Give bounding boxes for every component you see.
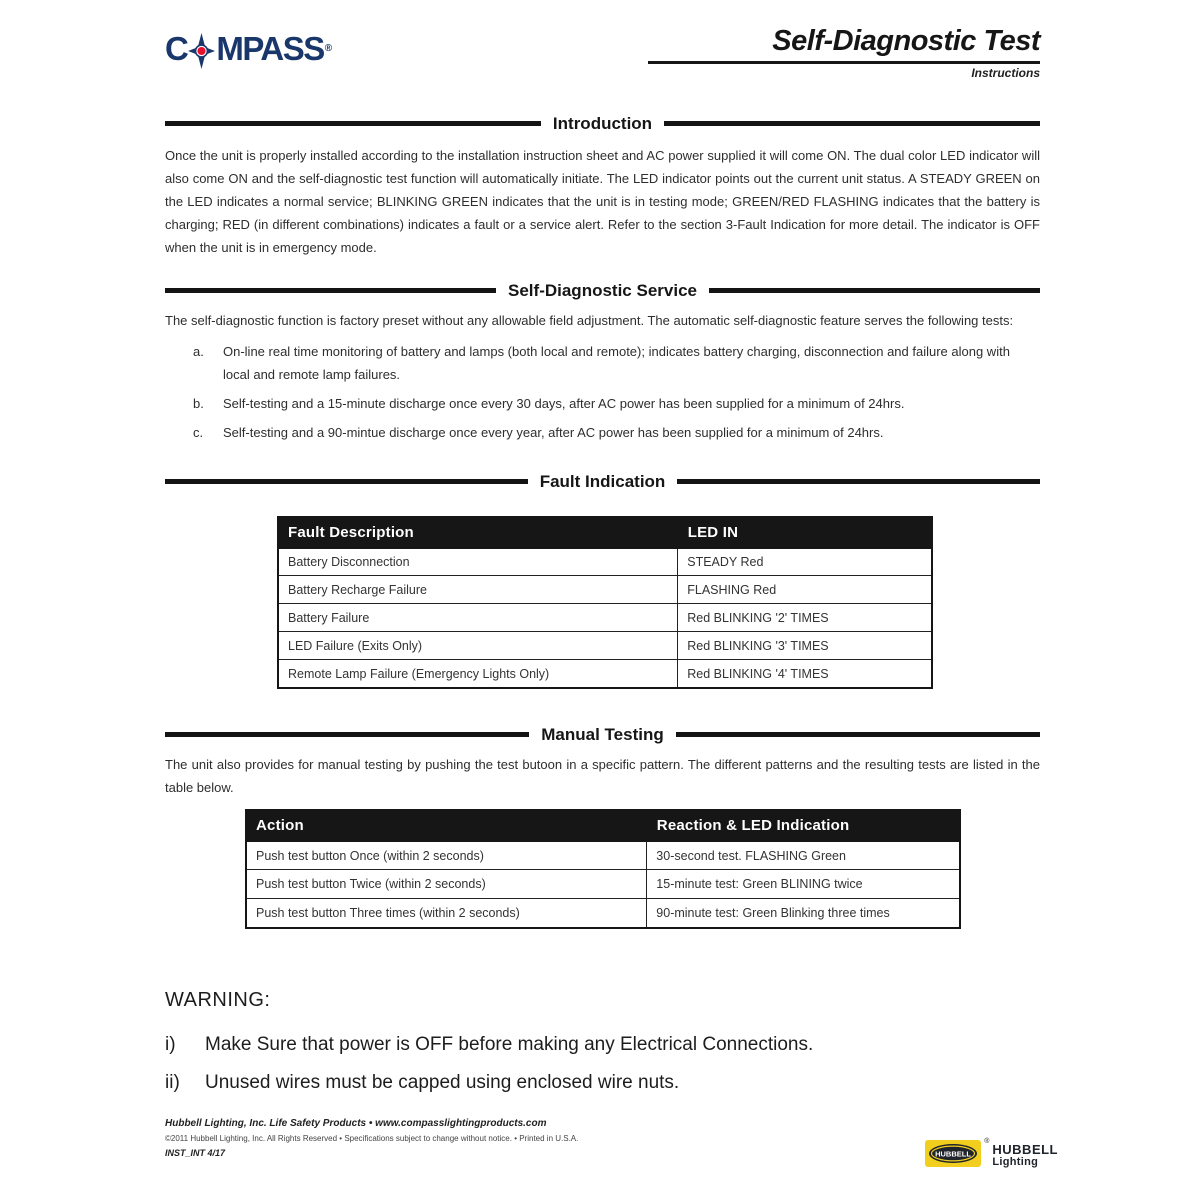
compass-rose-icon bbox=[188, 33, 215, 69]
manual-heading: Manual Testing bbox=[541, 724, 664, 744]
section-heading-introduction bbox=[165, 114, 1040, 134]
fault-indication-table bbox=[277, 516, 933, 689]
manual-testing-table bbox=[245, 809, 961, 929]
led-indication-cell: Red BLINKING '2' TIMES bbox=[678, 604, 932, 632]
table-row bbox=[246, 841, 960, 870]
list-marker: ii) bbox=[165, 1071, 180, 1093]
warning-item bbox=[165, 1026, 1040, 1064]
manual-paragraph: The unit also provides for manual testing by pushing the test butoon in a specific pattern. The different patterns and the resulting tests are listed in the table below. bbox=[165, 756, 1040, 795]
page-title: Self-Diagnostic Test bbox=[772, 25, 1040, 57]
introduction-paragraph: Once the unit is properly installed according to the installation instruction sheet and AC power supplied it will come ON. The dual color LED indicator will also come ON and the self-diagnostic test function will automatically initiate. The LED indicator points out the current unit status. A STEADY GREEN on the LED indicates a normal service; BLINKING GREEN indicates that the unit is in testing mode; GREEN/RED FLASHING indicates that the battery is charging; RED (in different combinations) indicates a fault or a service alert. Refer to the section 3-Fault Indication for more detail. The indicator is OFF when the unit is in emergency mode. bbox=[165, 147, 1040, 255]
table-row bbox=[278, 632, 932, 660]
warning-list bbox=[165, 1026, 1040, 1102]
table-row bbox=[278, 548, 932, 576]
table-row bbox=[278, 576, 932, 604]
heading-bar-left bbox=[165, 121, 541, 126]
list-marker: c. bbox=[193, 424, 204, 440]
page-subtitle: Instructions bbox=[971, 65, 1040, 80]
action-cell: Push test button Once (within 2 seconds) bbox=[246, 841, 647, 870]
registered-mark: ® bbox=[984, 1138, 990, 1145]
warning-item bbox=[165, 1064, 1040, 1102]
column-header: Fault Description bbox=[278, 517, 678, 548]
page-footer bbox=[165, 1118, 1058, 1168]
table-header-row bbox=[246, 810, 960, 841]
introduction-heading: Introduction bbox=[552, 113, 653, 133]
list-text: Self-testing and a 90-mintue discharge once every year, after AC power has been supplied for a minimum of 24hrs. bbox=[223, 424, 884, 440]
section-heading-manual bbox=[165, 725, 1040, 745]
table-row bbox=[278, 604, 932, 632]
footer-doc-number: INST_INT 4/17 bbox=[165, 1148, 226, 1158]
service-heading: Self-Diagnostic Service bbox=[508, 280, 697, 300]
list-text: On-line real time monitoring of battery and lamps (both local and remote); indicates battery charging, disconnection and failure along with local and remote lamp failures. bbox=[223, 343, 1010, 382]
list-marker: b. bbox=[193, 395, 204, 411]
page-header bbox=[165, 26, 1040, 80]
fault-description-cell: Battery Failure bbox=[278, 604, 678, 632]
table-row bbox=[278, 660, 932, 688]
warning-section bbox=[165, 989, 1040, 1102]
compass-logo bbox=[165, 32, 332, 65]
hubbell-oval-icon bbox=[928, 1143, 978, 1164]
led-indication-cell: FLASHING Red bbox=[678, 576, 932, 604]
heading-bar-right bbox=[664, 121, 1040, 126]
action-cell: Push test button Twice (within 2 seconds) bbox=[246, 870, 647, 899]
fault-description-cell: LED Failure (Exits Only) bbox=[278, 632, 678, 660]
list-item bbox=[193, 340, 1040, 386]
list-marker: i) bbox=[165, 1033, 176, 1055]
column-header: LED IN bbox=[678, 517, 932, 548]
title-block bbox=[648, 26, 1040, 80]
hubbell-wordmark bbox=[992, 1143, 1058, 1168]
column-header: Action bbox=[246, 810, 647, 841]
list-marker: a. bbox=[193, 343, 204, 359]
hubbell-lighting-label: Lighting bbox=[992, 1156, 1039, 1168]
heading-bar-right bbox=[676, 732, 1040, 737]
list-item bbox=[193, 421, 1040, 444]
reaction-cell: 15-minute test: Green BLINING twice bbox=[647, 870, 960, 899]
table-row bbox=[246, 899, 960, 928]
heading-bar-left bbox=[165, 288, 496, 293]
service-paragraph: The self-diagnostic function is factory preset without any allowable field adjustment. The automatic self-diagnostic feature serves the following tests: bbox=[165, 312, 1014, 328]
svg-text:HUBBELL: HUBBELL bbox=[935, 1149, 972, 1159]
heading-bar-left bbox=[165, 732, 529, 737]
reaction-cell: 90-minute test: Green Blinking three times bbox=[647, 899, 960, 928]
footer-company-line: Hubbell Lighting, Inc. Life Safety Products • www.compasslightingproducts.com bbox=[165, 1118, 547, 1129]
registered-mark: ® bbox=[324, 43, 333, 54]
warning-text: Unused wires must be capped using enclosed wire nuts. bbox=[205, 1071, 680, 1093]
list-text: Self-testing and a 15-minute discharge once every 30 days, after AC power has been supplied for a minimum of 24hrs. bbox=[223, 395, 905, 411]
column-header: Reaction & LED Indication bbox=[647, 810, 960, 841]
compass-logo-text-right: MPASS bbox=[216, 30, 324, 67]
hubbell-lighting-logo bbox=[925, 1140, 1058, 1168]
action-cell: Push test button Three times (within 2 seconds) bbox=[246, 899, 647, 928]
list-item bbox=[193, 392, 1040, 415]
led-indication-cell: Red BLINKING '3' TIMES bbox=[678, 632, 932, 660]
heading-bar-left bbox=[165, 479, 528, 484]
led-indication-cell: Red BLINKING '4' TIMES bbox=[678, 660, 932, 688]
fault-description-cell: Battery Recharge Failure bbox=[278, 576, 678, 604]
hubbell-name: HUBBELL bbox=[992, 1142, 1058, 1157]
service-list bbox=[165, 340, 1040, 444]
section-heading-fault bbox=[165, 472, 1040, 492]
warning-heading: WARNING: bbox=[165, 988, 271, 1011]
fault-description-cell: Battery Disconnection bbox=[278, 548, 678, 576]
heading-bar-right bbox=[709, 288, 1040, 293]
led-indication-cell: STEADY Red bbox=[678, 548, 932, 576]
fault-description-cell: Remote Lamp Failure (Emergency Lights Only) bbox=[278, 660, 678, 688]
table-row bbox=[246, 870, 960, 899]
section-heading-service bbox=[165, 281, 1040, 301]
footer-copyright-line: ©2011 Hubbell Lighting, Inc. All Rights Reserved • Specifications subject to change without notice. • Printed in U.S.A. bbox=[165, 1134, 579, 1143]
warning-text: Make Sure that power is OFF before making any Electrical Connections. bbox=[205, 1033, 814, 1055]
compass-logo-text-left: C bbox=[165, 30, 188, 67]
table-header-row bbox=[278, 517, 932, 548]
title-rule bbox=[648, 61, 1040, 64]
reaction-cell: 30-second test. FLASHING Green bbox=[647, 841, 960, 870]
hubbell-badge-icon bbox=[925, 1140, 981, 1167]
heading-bar-right bbox=[677, 479, 1040, 484]
fault-heading: Fault Indication bbox=[539, 471, 666, 491]
